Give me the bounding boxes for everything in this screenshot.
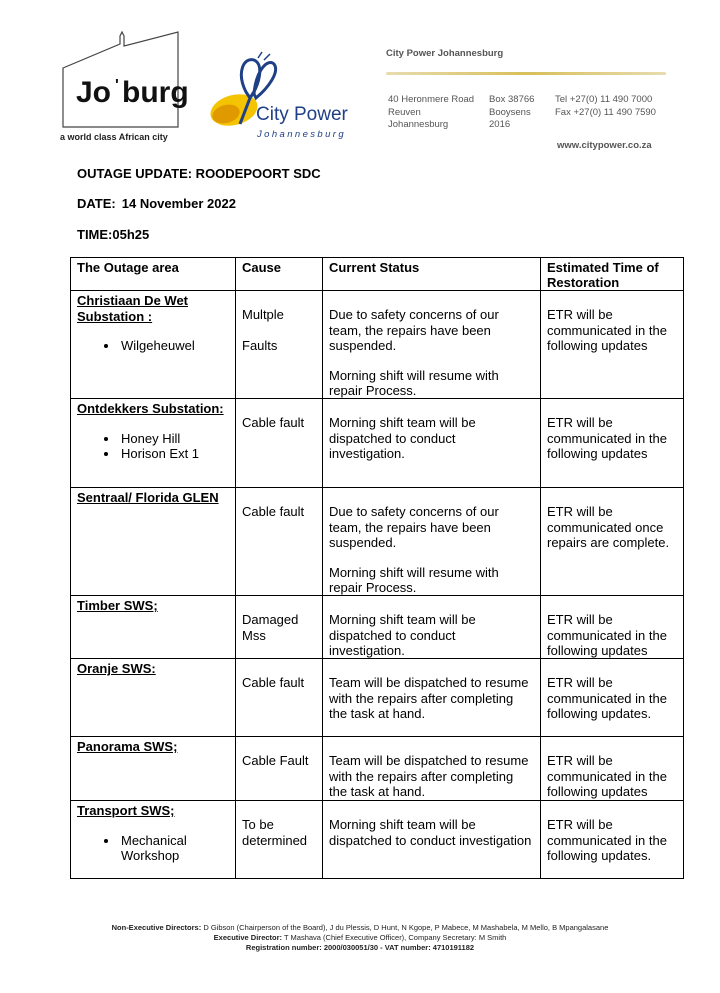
cause-text: Multple	[242, 307, 284, 323]
subarea-list	[119, 431, 229, 461]
subarea-list	[119, 338, 229, 353]
header-current-status: Current Status	[323, 258, 541, 291]
table-row	[71, 291, 684, 399]
status-cell	[323, 291, 541, 399]
etr-cell	[541, 801, 684, 879]
table-row	[71, 399, 684, 488]
table-row	[71, 801, 684, 879]
outage-area-cell	[71, 488, 236, 596]
etr-cell	[541, 291, 684, 399]
outage-area-title: Transport SWS;	[77, 803, 175, 819]
status-cell	[323, 659, 541, 737]
status-text: Due to safety concerns of our team, the repairs have been suspended.	[329, 307, 499, 353]
footer-executive	[0, 933, 720, 943]
outage-area-cell	[71, 737, 236, 801]
table-row	[71, 596, 684, 659]
etr-text: ETR will be communicated in the following updates	[547, 307, 667, 353]
etr-text: ETR will be communicated in the following updates.	[547, 675, 667, 721]
directors-label: Non-Executive Directors:	[111, 923, 202, 932]
outage-area-cell	[71, 659, 236, 737]
fax-number: Fax +27(0) 11 490 7590	[555, 106, 656, 118]
outage-area-title: Timber SWS;	[77, 598, 158, 614]
etr-text: ETR will be communicated once repairs are complete.	[547, 504, 670, 550]
status-text: Morning shift team will be dispatched to conduct investigation	[329, 817, 532, 848]
cause-cell	[236, 488, 323, 596]
exec-name: T Mashava (Chief Executive Officer),	[284, 933, 407, 942]
date-line	[77, 196, 236, 211]
footer-registration	[0, 943, 720, 953]
cause-text: Cable fault	[242, 504, 305, 520]
table-row	[71, 488, 684, 596]
joburg-logo-graphic	[62, 32, 189, 128]
joburg-logo	[62, 32, 189, 128]
phone-number: Tel +27(0) 11 490 7000	[555, 94, 653, 105]
outage-area-cell	[71, 291, 236, 399]
subarea-item: • Mechanical Workshop	[119, 833, 229, 863]
table-row	[71, 659, 684, 737]
footer-directors	[0, 923, 720, 933]
outage-area-cell	[71, 399, 236, 488]
cause-text: Cable fault	[242, 675, 305, 691]
header-cause: Cause	[236, 258, 323, 291]
cause-text: Cable fault	[242, 415, 305, 431]
header-divider	[386, 72, 666, 75]
cause-cell	[236, 596, 323, 659]
website-link[interactable]: www.citypower.co.za	[557, 140, 652, 151]
outage-area-title: Ontdekkers Substation:	[77, 401, 224, 417]
header-etr: Estimated Time of Restoration	[541, 258, 684, 291]
cause-cell	[236, 399, 323, 488]
footer	[0, 923, 720, 953]
cause-text: Damaged Mss	[242, 612, 299, 643]
svg-text:': '	[115, 77, 119, 94]
cause-cell	[236, 801, 323, 879]
etr-cell	[541, 737, 684, 801]
status-text: Morning shift team will be dispatched to conduct investigation.	[329, 415, 476, 461]
status-text: Morning shift team will be dispatched to conduct investigation.	[329, 612, 476, 658]
company-secretary: Company Secretary: M Smith	[408, 933, 507, 942]
cause-text: Faults	[242, 337, 278, 353]
svg-text:burg: burg	[122, 76, 189, 109]
status-text: Due to safety concerns of our team, the repairs have been suspended.	[329, 504, 499, 550]
etr-cell	[541, 399, 684, 488]
exec-label: Executive Director:	[213, 933, 283, 942]
status-cell	[323, 801, 541, 879]
status-cell	[323, 596, 541, 659]
etr-text: ETR will be communicated in the following updates	[547, 753, 667, 799]
org-name: City Power Johannesburg	[386, 48, 504, 59]
time-line	[77, 227, 149, 242]
status-cell	[323, 488, 541, 596]
status-text: Morning shift will resume with repair Process.	[329, 565, 499, 596]
cause-cell	[236, 659, 323, 737]
header-outage-area: The Outage area	[71, 258, 236, 291]
etr-text: ETR will be communicated in the following updates.	[547, 817, 667, 863]
status-cell	[323, 737, 541, 801]
cause-text: Cable Fault	[242, 753, 309, 769]
joburg-logo-text: Jo	[76, 76, 112, 109]
outage-area-title: Oranje SWS:	[77, 661, 156, 677]
cause-cell	[236, 291, 323, 399]
etr-cell	[541, 659, 684, 737]
date-label: DATE:	[77, 196, 116, 211]
outage-area-title: Christiaan De Wet Substation :	[77, 293, 189, 324]
outage-area-cell	[71, 801, 236, 879]
cause-text: To be determined	[242, 817, 308, 848]
subarea-list	[119, 833, 229, 863]
contact-numbers	[555, 94, 656, 119]
time-value: 05h25	[112, 227, 150, 242]
outage-table	[70, 257, 684, 879]
cause-cell	[236, 737, 323, 801]
status-cell	[323, 399, 541, 488]
subarea-item: • Honey Hill	[119, 431, 229, 446]
joburg-tagline: a world class African city	[60, 132, 168, 142]
registration-text: Registration number: 2000/030051/30 - VAT number: 4710191182	[245, 943, 475, 952]
status-text: Morning shift will resume with repair Process.	[329, 368, 499, 399]
etr-cell	[541, 596, 684, 659]
postal-address: Box 38766 Booysens 2016	[489, 94, 535, 130]
etr-text: ETR will be communicated in the following updates	[547, 415, 667, 461]
outage-area-title: Panorama SWS;	[77, 739, 178, 755]
table-header-row	[71, 258, 684, 291]
date-value: 14 November 2022	[121, 196, 236, 211]
document-title: OUTAGE UPDATE: ROODEPOORT SDC	[77, 166, 321, 181]
subarea-item: • Wilgeheuwel	[119, 338, 229, 353]
time-label: TIME:	[77, 227, 113, 242]
table-row	[71, 737, 684, 801]
directors-list: D Gibson (Chairperson of the Board), J du Plessis, D Hunt, N Kgope, P Mabece, M Mashabela, M Mello, B Mpangalasane	[203, 923, 609, 932]
status-text: Team will be dispatched to resume with the repairs after completing the task at hand.	[329, 753, 529, 799]
outage-area-cell	[71, 596, 236, 659]
city-power-name: City Power	[256, 104, 348, 125]
city-power-city: Johannesburg	[257, 129, 347, 140]
status-text: Team will be dispatched to resume with the repairs after completing the task at hand.	[329, 675, 529, 721]
etr-text: ETR will be communicated in the following updates	[547, 612, 667, 658]
street-address: 40 Heronmere Road Reuven Johannesburg	[388, 94, 475, 130]
outage-area-title: Sentraal/ Florida GLEN	[77, 490, 219, 506]
subarea-item: • Horison Ext 1	[119, 446, 229, 461]
etr-cell	[541, 488, 684, 596]
